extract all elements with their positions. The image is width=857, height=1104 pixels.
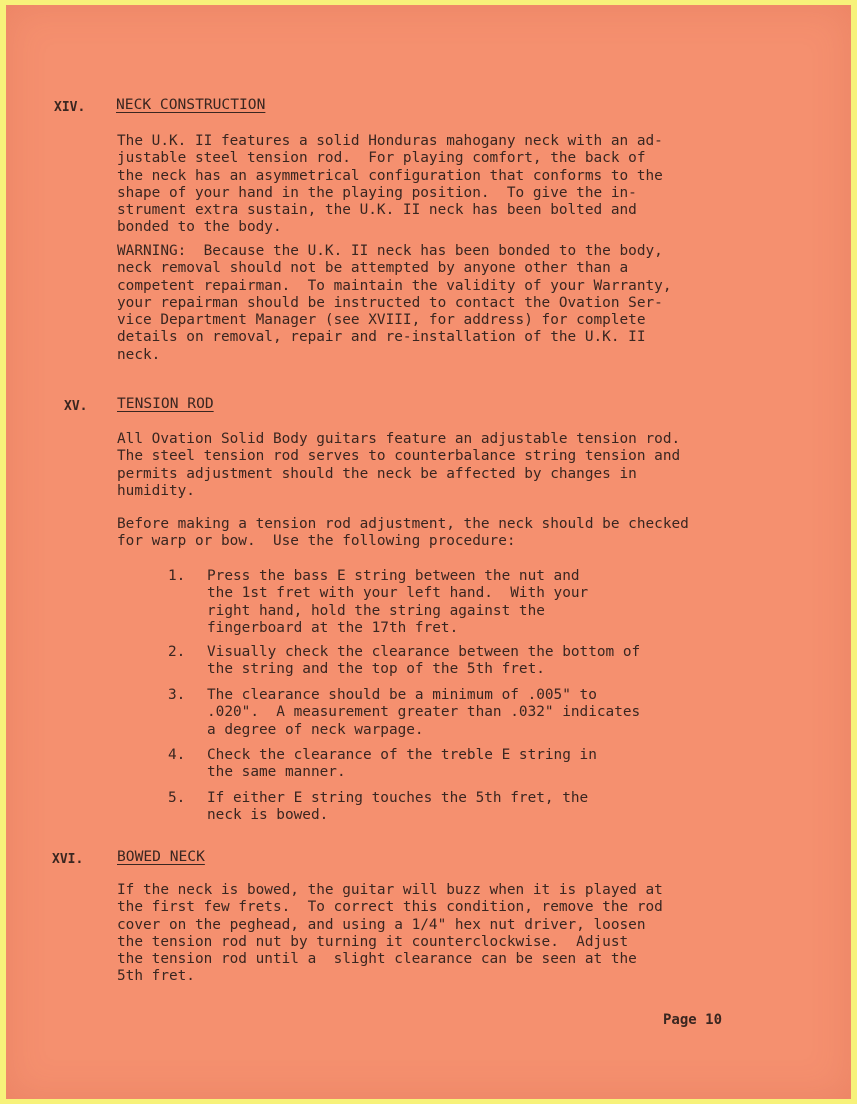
section-title-bowed-neck: BOWED NECK xyxy=(117,848,205,865)
section-title-tension-rod: TENSION ROD xyxy=(117,395,214,412)
step-number: 3. xyxy=(168,687,186,703)
step-number: 1. xyxy=(168,568,186,584)
section-title-neck-construction: NECK CONSTRUCTION xyxy=(116,96,266,113)
warning-paragraph: WARNING: Because the U.K. II neck has been bonded to the body, neck removal should not be attempted by anyone other than a competent repairman. To maintain the validity of your Warranty, your repairman should be instructed to contact the Ovation Ser- vice Department Manager (see XVIII, for address) for complete details on removal, repair and re-installation of the U.K. II neck. xyxy=(117,243,672,363)
neck-construction-paragraph: The U.K. II features a solid Honduras mahogany neck with an ad- justable steel tension rod. For playing comfort, the back of the neck has an asymmetrical configuration that conforms to the shape of your hand in the playing position. To give the in- strument extra sustain, the U.K. II neck has been bolted and bonded to the body. xyxy=(117,133,663,236)
step-number: 4. xyxy=(168,747,186,763)
section-number-xv: XV. xyxy=(64,399,88,414)
paper-page xyxy=(6,5,851,1099)
page-content xyxy=(6,5,851,1099)
bowed-neck-paragraph: If the neck is bowed, the guitar will buzz when it is played at the first few frets. To correct this condition, remove the rod cover on the peghead, and using a 1/4" hex nut driver, loosen the tension rod nut by turning it counterclockwise. Adjust the tension rod until a slight clearance can be seen at the 5th fret. xyxy=(117,882,663,985)
step-text: If either E string touches the 5th fret, the neck is bowed. xyxy=(207,790,589,824)
section-number-xvi: XVI. xyxy=(52,852,84,867)
tension-rod-paragraph: All Ovation Solid Body guitars feature an adjustable tension rod. The steel tension rod serves to counterbalance string tension and permits adjustment should the neck be affected by changes in humidity. xyxy=(117,431,681,499)
step-text: The clearance should be a minimum of .005" to .020". A measurement greater than .032" indicates a degree of neck warpage. xyxy=(207,687,641,738)
procedure-intro-paragraph: Before making a tension rod adjustment, the neck should be checked for warp or bow. Use the following procedure: xyxy=(117,516,689,550)
section-number-xiv: XIV. xyxy=(54,100,86,115)
page-number: Page 10 xyxy=(663,1012,723,1028)
step-text: Check the clearance of the treble E string in the same manner. xyxy=(207,747,597,781)
step-text: Press the bass E string between the nut and the 1st fret with your left hand. With your right hand, hold the string against the fingerboard at the 17th fret. xyxy=(207,568,589,636)
step-number: 2. xyxy=(168,644,186,660)
step-text: Visually check the clearance between the bottom of the string and the top of the 5th fret. xyxy=(207,644,641,678)
step-number: 5. xyxy=(168,790,186,806)
